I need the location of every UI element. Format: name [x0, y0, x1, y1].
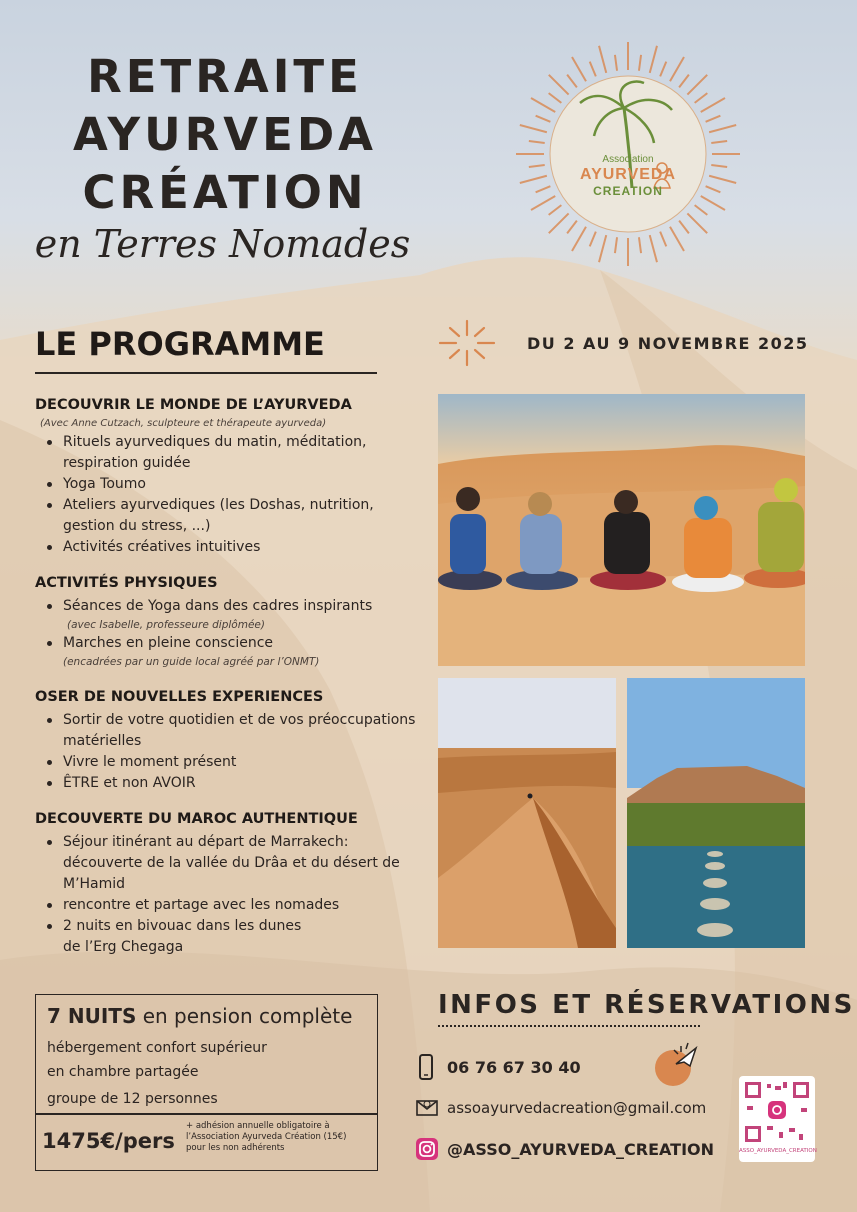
offer-nights-bold: 7 NUITS [47, 1004, 137, 1028]
sun-ray [567, 75, 577, 88]
sun-ray [660, 62, 666, 77]
photo-desert-dunes [438, 678, 616, 948]
title-subtitle: en Terres Nomades [34, 222, 411, 266]
photo-meditation-group [438, 394, 805, 666]
dunes-scene [438, 678, 616, 948]
infos-heading: INFOS ET RÉSERVATIONS [438, 990, 855, 1020]
sun-ray [639, 237, 641, 253]
contact-instagram[interactable]: @ASSO_AYURVEDA_CREATION [447, 1140, 715, 1159]
star-burst-icon [438, 318, 496, 368]
list-item [40, 832, 415, 895]
programme-underline [35, 372, 377, 374]
logo-name-line-2: CREATION [593, 184, 663, 198]
sun-ray [687, 75, 707, 95]
sun-ray [549, 213, 569, 233]
sun-ray [650, 235, 657, 262]
instagram-icon [416, 1138, 438, 1160]
contact-phone[interactable]: 06 76 67 30 40 [447, 1058, 581, 1077]
sun-ray [567, 221, 577, 234]
sun-ray [549, 93, 562, 103]
section-experiences-title: OSER DE NOUVELLES EXPERIENCES [35, 689, 324, 705]
qr-label: ASSO_AYURVEDA_CREATION [739, 1148, 817, 1154]
list-item-text: Vivre le moment présent [63, 754, 237, 770]
list-item-text: rencontre et partage avec les nomades [63, 897, 340, 913]
oasis-scene [627, 678, 805, 948]
photo-oasis-pool [627, 678, 805, 948]
retreat-title [30, 48, 420, 222]
list-item-text: ÊTRE et non AVOIR [63, 775, 196, 791]
sun-ray [549, 75, 569, 95]
sun-ray [660, 232, 666, 247]
list-item-text: Séances de Yoga dans des cadres inspirants [63, 598, 373, 614]
offer-accommodation: hébergement confort supérieur [47, 1040, 267, 1056]
list-item-text: 2 nuits en bivouac dans les dunes de l’Erg Chegaga [63, 918, 302, 955]
list-item [40, 752, 430, 773]
sun-ray [709, 125, 736, 132]
email-icon [416, 1098, 438, 1116]
sun-ray [670, 227, 684, 251]
sun-ray [549, 205, 562, 215]
list-item-text: Rituels ayurvediques du matin, méditation, respiration guidée [63, 434, 367, 471]
offer-group: groupe de 12 personnes [47, 1091, 218, 1107]
sun-ray [701, 196, 725, 210]
section-ayurveda-note: (Avec Anne Cutzach, sculpteure et thérapeute ayurveda) [40, 418, 327, 429]
list-item [40, 474, 390, 495]
offer-price-note: + adhésion annuelle obligatoire à l’Association Ayurveda Création (15€) pour les non adhérents [186, 1121, 347, 1153]
sun-ray [590, 232, 596, 247]
sun-ray [599, 46, 606, 73]
meditation-scene [438, 394, 805, 666]
title-line-3: CRÉATION [82, 166, 368, 219]
section-physical-title: ACTIVITÉS PHYSIQUES [35, 575, 218, 591]
list-item-text: Marches en pleine conscience [63, 635, 273, 651]
list-item [40, 633, 420, 670]
infos-dotted-line [438, 1025, 700, 1027]
list-item [40, 916, 323, 958]
sun-ray [639, 55, 641, 71]
list-item-text: Ateliers ayurvediques (les Doshas, nutrition, gestion du stress, ...) [63, 497, 374, 534]
section-morocco-list [40, 832, 415, 958]
logo-association-label: Association [602, 154, 654, 165]
list-item-text: Sortir de votre quotidien et de vos préoccupations matérielles [63, 712, 416, 749]
sun-ray [670, 57, 684, 81]
section-ayurveda-list [40, 432, 390, 558]
logo-name-line-1: AYURVEDA [579, 166, 677, 183]
sun-ray [706, 116, 721, 122]
sun-ray [520, 125, 547, 132]
sun-ray [701, 98, 725, 112]
list-item-text: Activités créatives intuitives [63, 539, 261, 555]
title-line-2: AYURVEDA [72, 108, 378, 161]
offer-nights [47, 1004, 352, 1028]
offer-price: 1475€/pers [42, 1129, 175, 1153]
list-item [40, 537, 390, 558]
list-item [40, 773, 430, 794]
offer-box [35, 994, 378, 1171]
list-item [40, 432, 390, 474]
list-item-subnote: (encadrées par un guide local agréé par l’ONMT) [63, 656, 320, 668]
sun-ray [679, 75, 689, 88]
contact-email[interactable]: assoayurvedacreation@gmail.com [447, 1099, 707, 1117]
section-physical-list [40, 596, 420, 670]
section-experiences-list [40, 710, 430, 794]
offer-room: en chambre partagée [47, 1064, 199, 1080]
sun-ray [572, 57, 586, 81]
sun-ray [615, 237, 617, 253]
sun-ray [572, 227, 586, 251]
offer-divider [36, 1113, 377, 1115]
list-item-subnote: (avec Isabelle, professeure diplômée) [67, 619, 265, 631]
sun-ray [599, 235, 606, 262]
sun-ray [531, 196, 555, 210]
sun-ray [615, 55, 617, 71]
section-ayurveda-title: DECOUVRIR LE MONDE DE L’AYURVEDA [35, 397, 352, 413]
sun-ray [650, 46, 657, 73]
sun-ray [536, 116, 551, 122]
sun-ray [711, 141, 727, 143]
association-logo [512, 38, 744, 270]
qr-code-icon [739, 1076, 815, 1146]
section-morocco-title: DECOUVERTE DU MAROC AUTHENTIQUE [35, 811, 358, 827]
list-item-text: Séjour itinérant au départ de Marrakech: découverte de la vallée du Drâa et du désert de M’Hamid [63, 834, 400, 892]
list-item [40, 895, 415, 916]
list-item [40, 710, 430, 752]
cursor-click-icon [654, 1040, 702, 1088]
sun-ray [529, 141, 545, 143]
sun-ray [679, 221, 689, 234]
phone-icon [419, 1054, 433, 1080]
sun-ray [695, 205, 708, 215]
programme-heading: LE PROGRAMME [35, 325, 325, 363]
list-item-text: Yoga Toumo [63, 476, 146, 492]
retreat-dates: DU 2 AU 9 NOVEMBRE 2025 [527, 334, 809, 353]
instagram-qr-code[interactable] [739, 1076, 815, 1162]
offer-nights-rest: en pension complète [142, 1004, 353, 1028]
sun-ray [590, 62, 596, 77]
title-line-1: RETRAITE [87, 50, 363, 103]
sun-ray [695, 93, 708, 103]
list-item [40, 596, 420, 633]
sun-ray [687, 213, 707, 233]
sun-ray [531, 98, 555, 112]
list-item [40, 495, 390, 537]
